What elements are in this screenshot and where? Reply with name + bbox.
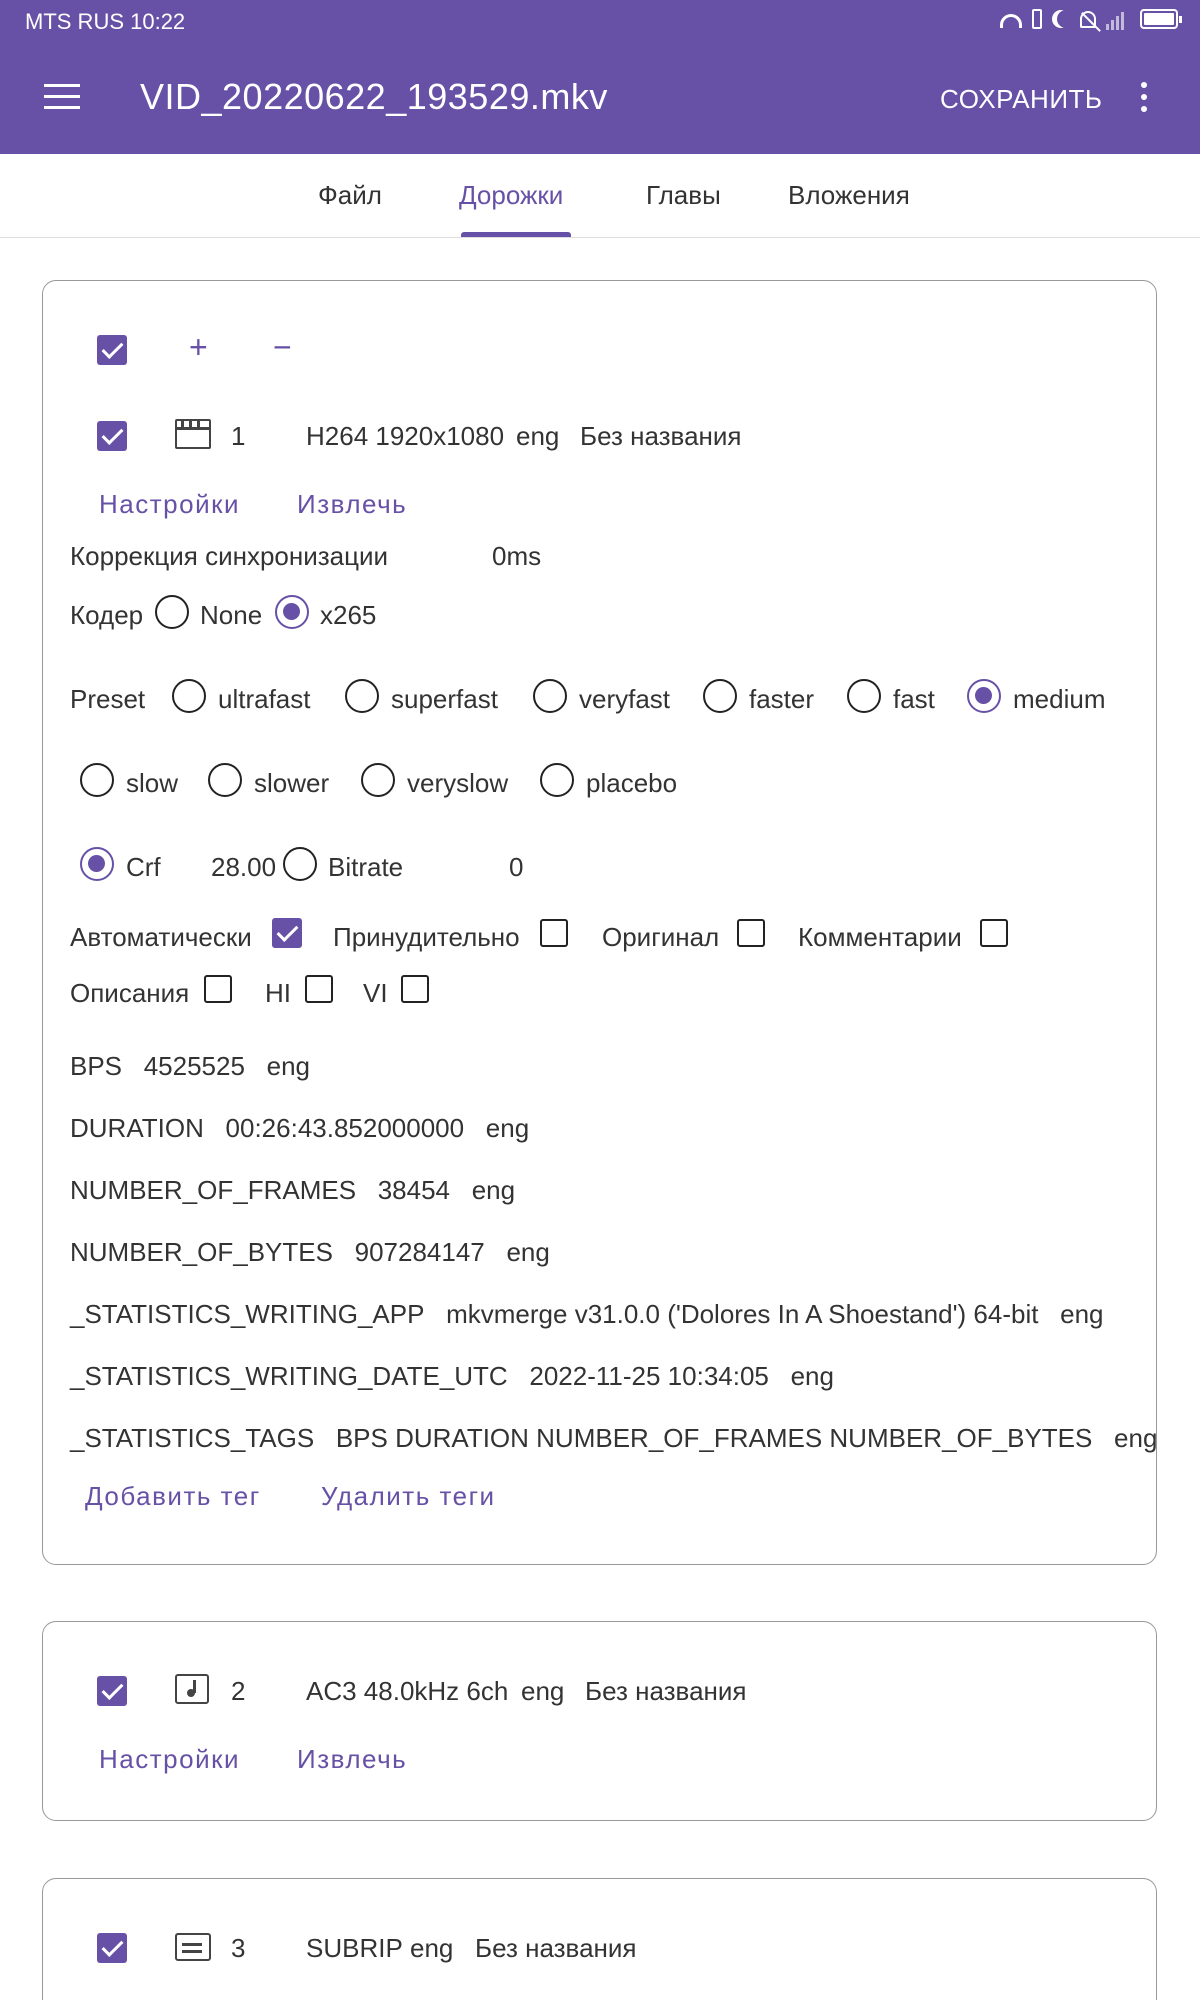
tag-value: BPS DURATION NUMBER_OF_FRAMES NUMBER_OF_BYTES — [335, 1423, 1093, 1453]
hamburger-menu-icon[interactable] — [44, 84, 80, 114]
tag-lang: eng — [485, 1113, 530, 1143]
flag-default-label: Автоматически — [70, 922, 252, 952]
flag-vi-label: VI — [363, 978, 388, 1008]
add-tag-button[interactable]: Добавить тег — [85, 1481, 261, 1511]
encoder-label: Кодер — [70, 600, 144, 630]
track-language: eng — [521, 1676, 565, 1706]
track-number: 1 — [231, 421, 246, 451]
flag-hi-checkbox[interactable] — [305, 975, 333, 1003]
preset-medium-label: medium — [1013, 684, 1106, 714]
track-name: Без названия — [585, 1676, 747, 1706]
track-name: Без названия — [475, 1933, 637, 1963]
flag-default-checkbox[interactable] — [272, 918, 302, 948]
track-card-subtitles — [42, 1878, 1157, 2000]
delete-tags-button[interactable]: Удалить теги — [321, 1481, 496, 1511]
track-1-checkbox[interactable] — [97, 421, 127, 451]
flag-descriptions-label: Описания — [70, 978, 190, 1008]
tag-key: BPS — [70, 1051, 123, 1081]
tab-attachments[interactable]: Вложения — [788, 180, 910, 210]
preset-placebo-label: placebo — [586, 768, 678, 798]
tag-key: DURATION — [70, 1113, 204, 1143]
track-language: eng — [516, 421, 560, 451]
track-3-checkbox[interactable] — [97, 1933, 127, 1963]
track-name: Без названия — [580, 421, 742, 451]
encoder-none-radio[interactable] — [155, 595, 189, 629]
preset-ultrafast-label: ultrafast — [218, 684, 311, 714]
flag-vi-checkbox[interactable] — [401, 975, 429, 1003]
preset-slow-radio[interactable] — [80, 763, 114, 797]
tag-value: 2022-11-25 10:34:05 — [529, 1361, 769, 1391]
add-track-icon[interactable]: + — [189, 329, 208, 365]
tag-row — [70, 1361, 834, 1392]
tag-value: 00:26:43.852000000 — [225, 1113, 465, 1143]
track-extract-button[interactable]: Извлечь — [297, 1744, 408, 1774]
encoder-none-label: None — [200, 600, 263, 630]
tag-row — [70, 1299, 1104, 1330]
tab-chapters[interactable]: Главы — [646, 180, 721, 210]
tag-lang: eng — [790, 1361, 834, 1391]
tag-value: mkvmerge v31.0.0 ('Dolores In A Shoestand') 64-bit — [446, 1299, 1039, 1329]
preset-medium-radio[interactable] — [967, 679, 1001, 713]
vibrate-icon — [1032, 9, 1042, 29]
flag-original-checkbox[interactable] — [737, 919, 765, 947]
preset-slower-label: slower — [254, 768, 330, 798]
bitrate-input[interactable]: 0 — [509, 852, 524, 882]
bell-muted-icon — [1080, 11, 1096, 28]
track-codec: AC3 48.0kHz 6ch — [306, 1676, 509, 1706]
preset-slower-radio[interactable] — [208, 763, 242, 797]
track-language: eng — [410, 1933, 454, 1963]
remove-track-icon[interactable]: − — [273, 329, 292, 365]
preset-ultrafast-radio[interactable] — [172, 679, 206, 713]
tab-tracks[interactable]: Дорожки — [459, 180, 564, 210]
tag-row — [70, 1423, 1157, 1454]
preset-label: Preset — [70, 684, 146, 714]
track-codec: SUBRIP — [306, 1933, 403, 1963]
signal-icon — [1106, 8, 1130, 30]
preset-slow-label: slow — [126, 768, 179, 798]
tag-key: _STATISTICS_TAGS — [70, 1423, 315, 1453]
tag-lang: eng — [1060, 1299, 1104, 1329]
track-settings-button[interactable]: Настройки — [99, 1744, 240, 1774]
tag-value: 38454 — [377, 1175, 451, 1205]
app-bar — [0, 44, 1200, 154]
tag-key: NUMBER_OF_FRAMES — [70, 1175, 357, 1205]
tag-lang: eng — [266, 1051, 310, 1081]
tag-lang: eng — [471, 1175, 516, 1205]
tab-file[interactable]: Файл — [318, 180, 382, 210]
status-bar — [0, 0, 1200, 44]
do-not-disturb-moon-icon — [1057, 10, 1075, 28]
track-number: 2 — [231, 1676, 246, 1706]
preset-veryslow-label: veryslow — [407, 768, 509, 798]
sync-correction-label: Коррекция синхронизации — [70, 541, 389, 571]
preset-superfast-label: superfast — [391, 684, 498, 714]
flag-commentary-label: Комментарии — [798, 922, 962, 952]
crf-label: Crf — [126, 852, 161, 882]
bitrate-radio[interactable] — [283, 847, 317, 881]
preset-fast-radio[interactable] — [847, 679, 881, 713]
preset-placebo-radio[interactable] — [540, 763, 574, 797]
tag-key: _STATISTICS_WRITING_DATE_UTC — [70, 1361, 508, 1391]
more-options-icon[interactable] — [1134, 82, 1154, 116]
flag-hi-label: HI — [265, 978, 291, 1008]
track-settings-button[interactable]: Настройки — [99, 489, 240, 519]
track-2-checkbox[interactable] — [97, 1676, 127, 1706]
select-all-checkbox[interactable] — [97, 335, 127, 365]
tag-lang: eng — [506, 1237, 550, 1267]
tag-key: NUMBER_OF_BYTES — [70, 1237, 333, 1267]
tag-key: _STATISTICS_WRITING_APP — [70, 1299, 425, 1329]
crf-input[interactable]: 28.00 — [211, 852, 277, 882]
track-extract-button[interactable]: Извлечь — [297, 489, 408, 519]
preset-faster-label: faster — [749, 684, 815, 714]
bitrate-label: Bitrate — [328, 852, 404, 882]
preset-veryfast-label: veryfast — [579, 684, 671, 714]
crf-radio[interactable] — [80, 847, 114, 881]
active-tab-indicator — [461, 232, 571, 237]
track-number: 3 — [231, 1933, 246, 1963]
tag-value: 4525525 — [143, 1051, 245, 1081]
tag-value: 907284147 — [354, 1237, 485, 1267]
track-codec: H264 1920x1080 — [306, 421, 505, 451]
flag-original-label: Оригинал — [602, 922, 720, 952]
preset-veryslow-radio[interactable] — [361, 763, 395, 797]
tag-row — [70, 1237, 550, 1268]
flag-forced-label: Принудительно — [333, 922, 520, 952]
subtitles-icon — [175, 1933, 211, 1961]
flag-descriptions-checkbox[interactable] — [204, 975, 232, 1003]
tag-row — [70, 1113, 529, 1144]
encoder-x265-label: x265 — [320, 600, 377, 630]
preset-veryfast-radio[interactable] — [533, 679, 567, 713]
flag-commentary-checkbox[interactable] — [980, 919, 1008, 947]
status-icons — [1000, 8, 1178, 30]
track-card-audio — [42, 1621, 1157, 1821]
preset-faster-radio[interactable] — [703, 679, 737, 713]
sync-correction-input[interactable]: 0ms — [492, 541, 542, 571]
preset-fast-label: fast — [893, 684, 935, 714]
tag-lang: eng — [1114, 1423, 1158, 1453]
tag-row — [70, 1051, 310, 1082]
flag-forced-checkbox[interactable] — [540, 919, 568, 947]
track-card-video — [42, 280, 1157, 1565]
preset-superfast-radio[interactable] — [345, 679, 379, 713]
audio-music-note-icon — [175, 1674, 209, 1704]
app-title: VID_20220622_193529.mkv — [140, 76, 608, 117]
tag-row — [70, 1175, 515, 1206]
encoder-x265-radio[interactable] — [275, 595, 309, 629]
status-carrier-time: MTS RUS 10:22 — [25, 9, 186, 34]
battery-icon — [1140, 9, 1178, 29]
headphones-icon — [1000, 14, 1022, 28]
tab-bar — [0, 154, 1200, 238]
video-clapperboard-icon — [175, 419, 211, 449]
save-button[interactable]: СОХРАНИТЬ — [940, 84, 1103, 114]
